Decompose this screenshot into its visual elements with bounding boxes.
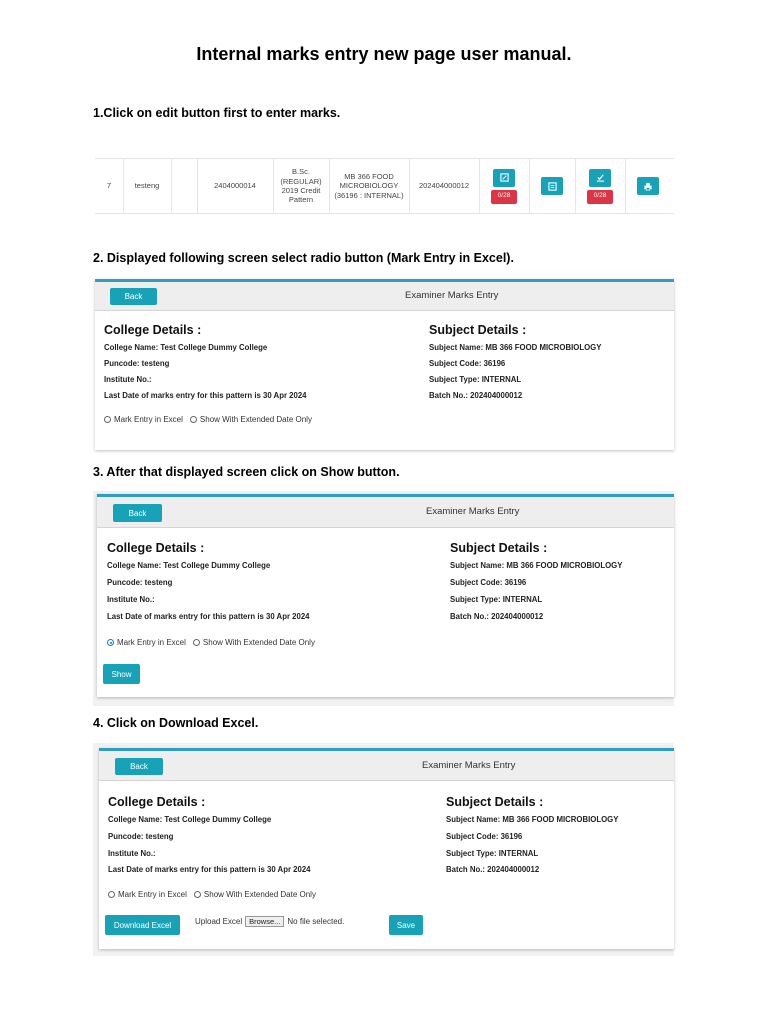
edit-cell	[479, 159, 530, 213]
puncode: Puncode: testeng	[107, 578, 173, 587]
form-header	[95, 282, 674, 311]
course-line: 2019 Credit	[281, 186, 321, 195]
college-cell: testeng	[123, 159, 172, 213]
form-title: Examiner Marks Entry	[422, 760, 516, 771]
page-title: Internal marks entry new page user manual.	[196, 44, 572, 64]
subject-type: Subject Type: INTERNAL	[450, 595, 543, 604]
mark-entry-excel-radio[interactable]	[107, 639, 114, 646]
mark-entry-excel-label: Mark Entry in Excel	[117, 638, 186, 647]
extended-date-radio[interactable]	[193, 639, 200, 646]
course-line: (REGULAR)	[280, 176, 322, 186]
examiner-form-step2	[95, 279, 674, 450]
step-3-heading: 3. After that displayed screen click on Show button.	[93, 465, 400, 479]
list-icon	[548, 182, 557, 191]
mark-entry-excel-radio[interactable]	[108, 891, 115, 898]
browse-button[interactable]: Browse...	[245, 916, 284, 927]
subject-name: Subject Name: MB 366 FOOD MICROBIOLOGY	[446, 815, 619, 824]
institute-no: Institute No.:	[107, 595, 155, 604]
college-name: College Name: Test College Dummy College	[107, 561, 271, 570]
print-button[interactable]	[637, 177, 659, 195]
subject-code: Subject Code: 36196	[450, 578, 527, 587]
college-name: College Name: Test College Dummy College	[108, 815, 272, 824]
college-details-title: College Details :	[108, 795, 206, 809]
batch-cell: 202404000012	[409, 159, 480, 213]
subject-line: MICROBIOLOGY	[339, 181, 399, 191]
empty-cell	[171, 159, 198, 213]
institute-no: Institute No.:	[108, 849, 156, 858]
batch-no: Batch No.: 202404000012	[446, 865, 540, 874]
count-badge: 0/28	[491, 190, 517, 204]
table-row	[95, 158, 674, 214]
save-button[interactable]: Save	[389, 915, 423, 935]
subject-code: Subject Code: 36196	[446, 832, 523, 841]
print-cell	[625, 159, 671, 213]
examiner-form-step3	[97, 494, 674, 697]
back-button[interactable]: Back	[113, 504, 162, 522]
last-date: Last Date of marks entry for this pattern is 30 Apr 2024	[107, 612, 310, 621]
subject-details-title: Subject Details :	[446, 795, 544, 809]
sr-no-cell: 7	[95, 159, 124, 213]
upload-excel-row	[195, 916, 344, 927]
seat-no-cell: 2404000014	[197, 159, 274, 213]
step-4-heading: 4. Click on Download Excel.	[93, 716, 259, 730]
form-title: Examiner Marks Entry	[426, 506, 520, 517]
upload-button[interactable]	[589, 169, 611, 187]
upload-icon	[596, 173, 605, 182]
extended-date-radio[interactable]	[190, 416, 197, 423]
mark-entry-excel-radio[interactable]	[104, 416, 111, 423]
examiner-form-step4	[99, 748, 674, 949]
extended-date-label: Show With Extended Date Only	[203, 890, 316, 899]
show-button[interactable]: Show	[103, 664, 140, 684]
download-excel-button[interactable]: Download Excel	[105, 915, 180, 935]
puncode: Puncode: testeng	[108, 832, 174, 841]
subject-name: Subject Name: MB 366 FOOD MICROBIOLOGY	[450, 561, 623, 570]
count-badge: 0/28	[587, 190, 613, 204]
upload-excel-label: Upload Excel	[195, 917, 243, 926]
radio-group	[108, 890, 316, 899]
extended-date-label: Show With Extended Date Only	[202, 638, 315, 647]
subject-cell	[329, 159, 410, 213]
upload-cell	[575, 159, 626, 213]
back-button[interactable]: Back	[110, 288, 157, 305]
mark-entry-excel-label: Mark Entry in Excel	[118, 890, 187, 899]
puncode: Puncode: testeng	[104, 359, 170, 368]
edit-icon	[500, 173, 509, 182]
last-date: Last Date of marks entry for this pattern is 30 Apr 2024	[108, 865, 311, 874]
subject-line: (36196 : INTERNAL)	[334, 190, 404, 200]
view-button[interactable]	[541, 177, 563, 195]
subject-name: Subject Name: MB 366 FOOD MICROBIOLOGY	[429, 343, 602, 352]
institute-no: Institute No.:	[104, 375, 152, 384]
course-line: Pattern	[288, 195, 314, 205]
print-icon	[643, 182, 653, 191]
form-header	[99, 751, 674, 781]
back-button[interactable]: Back	[115, 758, 163, 775]
radio-group	[107, 638, 315, 647]
subject-type: Subject Type: INTERNAL	[429, 375, 522, 384]
college-details-title: College Details :	[104, 323, 202, 337]
subject-details-title: Subject Details :	[450, 541, 548, 555]
last-date: Last Date of marks entry for this pattern is 30 Apr 2024	[104, 391, 307, 400]
course-line: B.Sc.	[292, 167, 310, 177]
subject-line: MB 366 FOOD	[344, 171, 394, 181]
file-status: No file selected.	[287, 917, 345, 926]
batch-no: Batch No.: 202404000012	[450, 612, 544, 621]
subject-details-title: Subject Details :	[429, 323, 527, 337]
view-cell	[529, 159, 576, 213]
mark-entry-excel-label: Mark Entry in Excel	[114, 415, 183, 424]
extended-date-radio[interactable]	[194, 891, 201, 898]
extended-date-label: Show With Extended Date Only	[199, 415, 312, 424]
form-header	[97, 497, 674, 528]
edit-button[interactable]	[493, 169, 515, 187]
subject-code: Subject Code: 36196	[429, 359, 506, 368]
college-details-title: College Details :	[107, 541, 205, 555]
course-cell	[273, 159, 330, 213]
form-title: Examiner Marks Entry	[405, 290, 499, 301]
subject-type: Subject Type: INTERNAL	[446, 849, 539, 858]
radio-group	[104, 415, 312, 424]
college-name: College Name: Test College Dummy College	[104, 343, 268, 352]
step-1-heading: 1.Click on edit button first to enter marks.	[93, 106, 341, 120]
batch-no: Batch No.: 202404000012	[429, 391, 523, 400]
step-2-heading: 2. Displayed following screen select radio button (Mark Entry in Excel).	[93, 251, 514, 265]
